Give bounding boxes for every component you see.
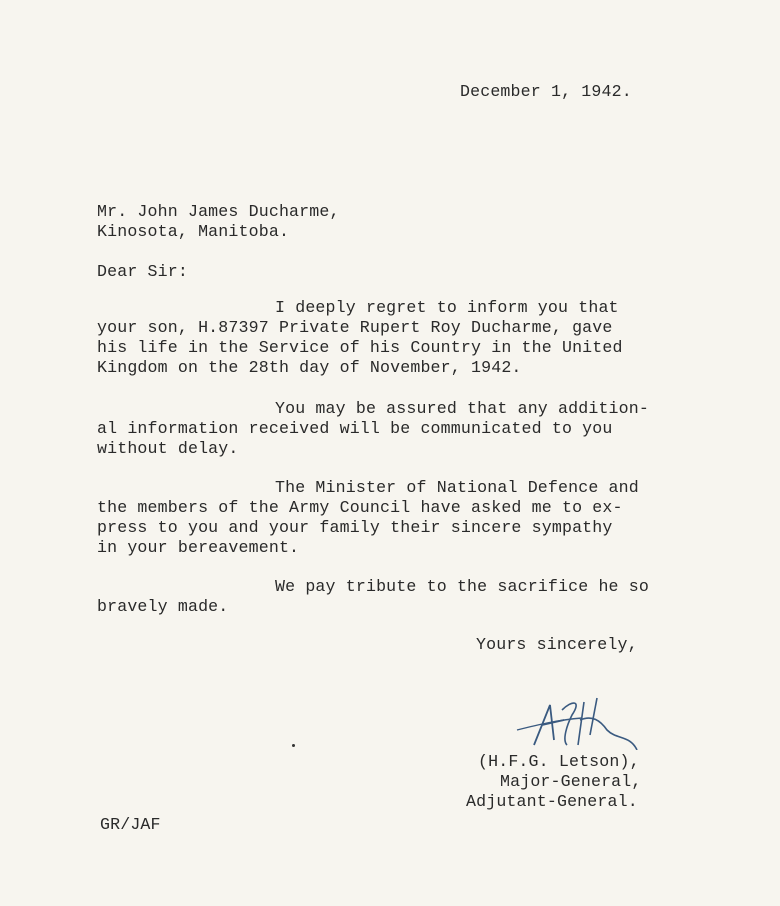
signatory-rank: Major-General, [500, 772, 642, 791]
paragraph-line: The Minister of National Defence and [275, 478, 639, 497]
ink-speck [292, 744, 295, 747]
paragraph-line: your son, H.87397 Private Rupert Roy Ducharme, gave [97, 318, 613, 337]
signatory-name: (H.F.G. Letson), [478, 752, 640, 771]
signatory-title: Adjutant-General. [466, 792, 638, 811]
paragraph-line: without delay. [97, 439, 239, 458]
salutation: Dear Sir: [97, 262, 188, 281]
handwritten-signature [512, 690, 652, 750]
recipient-address: Kinosota, Manitoba. [97, 222, 290, 241]
paragraph-line: We pay tribute to the sacrifice he so [275, 577, 649, 596]
paragraph-line: his life in the Service of his Country in the United [97, 338, 623, 357]
letter-date: December 1, 1942. [460, 82, 632, 101]
paragraph-line: al information received will be communicated to you [97, 419, 613, 438]
reference-initials: GR/JAF [100, 815, 161, 834]
paragraph-line: You may be assured that any addition- [275, 399, 649, 418]
paragraph-line: Kingdom on the 28th day of November, 1942. [97, 358, 522, 377]
recipient-name: Mr. John James Ducharme, [97, 202, 340, 221]
paragraph-line: press to you and your family their sincere sympathy [97, 518, 613, 537]
closing: Yours sincerely, [476, 635, 638, 654]
paragraph-line: bravely made. [97, 597, 229, 616]
paragraph-line: the members of the Army Council have asked me to ex- [97, 498, 623, 517]
paragraph-line: in your bereavement. [97, 538, 300, 557]
paragraph-line: I deeply regret to inform you that [275, 298, 619, 317]
